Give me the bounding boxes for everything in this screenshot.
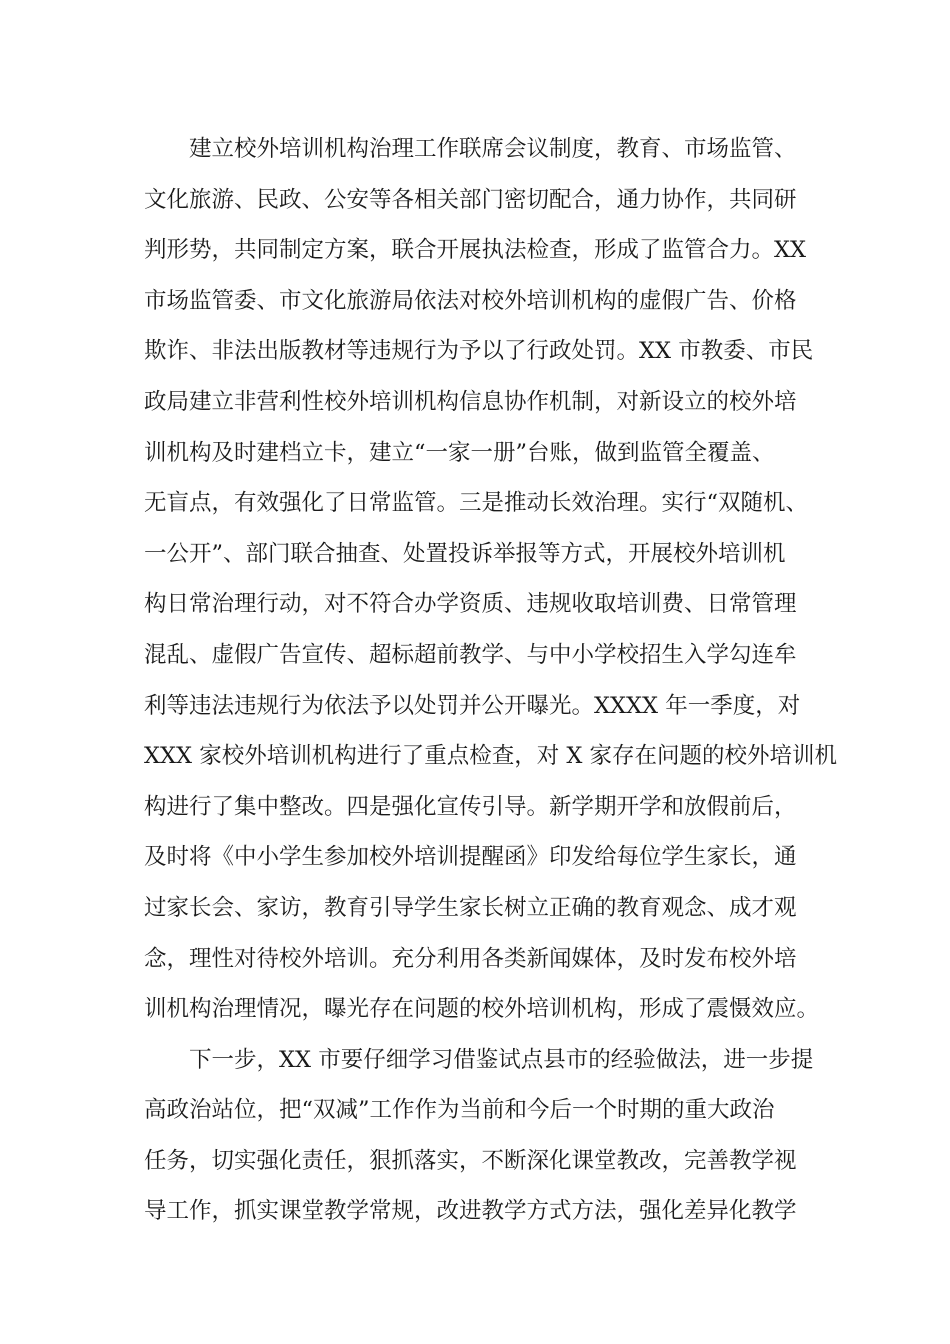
paragraph-line: 政局建立非营利性校外培训机构信息协作机制，对新设立的校外培 [144, 388, 797, 415]
paragraph-line: 文化旅游、民政、公安等各相关部门密切配合，通力协作，共同研 [144, 186, 797, 213]
paragraph-line: 高政治站位，把“双减”工作作为当前和今后一个时期的重大政治 [144, 1097, 775, 1124]
paragraph-line: XXX 家校外培训机构进行了重点检查，对 X 家存在问题的校外培训机 [144, 743, 838, 770]
paragraph-line: 任务，切实强化责任，狠抓落实，不断深化课堂教改，完善教学视 [144, 1147, 797, 1174]
paragraph-line: 导工作，抓实课堂教学常规，改进教学方式方法，强化差异化教学 [144, 1198, 797, 1225]
paragraph-line: 训机构治理情况，曝光存在问题的校外培训机构，形成了震慑效应。 [144, 996, 820, 1023]
paragraph-line: 过家长会、家访，教育引导学生家长树立正确的教育观念、成才观 [144, 894, 797, 921]
paragraph-line: 建立校外培训机构治理工作联席会议制度，教育、市场监管、 [189, 136, 797, 162]
paragraph-line: 及时将《中小学生参加校外培训提醒函》印发给每位学生家长，通 [144, 844, 797, 871]
document-body [144, 124, 838, 1237]
paragraph-line: 判形势，共同制定方案，联合开展执法检查，形成了监管合力。XX [144, 237, 807, 264]
paragraph-line: 市场监管委、市文化旅游局依法对校外培训机构的虚假广告、价格 [144, 287, 797, 314]
paragraph-line: 利等违法违规行为依法予以处罚并公开曝光。XXXX 年一季度，对 [144, 692, 801, 719]
paragraph-line: 一公开”、部门联合抽查、处置投诉举报等方式，开展校外培训机 [144, 540, 786, 567]
paragraph-line: 念，理性对待校外培训。充分利用各类新闻媒体，及时发布校外培 [144, 945, 797, 972]
paragraph-line: 无盲点，有效强化了日常监管。三是推动长效治理。实行“双随机、 [144, 490, 809, 517]
paragraph-line: 混乱、虚假广告宣传、超标超前教学、与中小学校招生入学勾连牟 [144, 641, 797, 668]
paragraph-line: 训机构及时建档立卡，建立“一家一册”台账，做到监管全覆盖、 [144, 439, 775, 466]
paragraph-2 [144, 1035, 814, 1237]
paragraph-line: 构进行了集中整改。四是强化宣传引导。新学期开学和放假前后， [144, 793, 797, 820]
paragraph-line: 欺诈、非法出版教材等违规行为予以了行政处罚。XX 市教委、市民 [144, 338, 814, 365]
paragraph-line: 下一步，XX 市要仔细学习借鉴试点县市的经验做法，进一步提 [189, 1046, 814, 1073]
paragraph-1 [144, 124, 838, 1035]
paragraph-line: 构日常治理行动，对不符合办学资质、违规收取培训费、日常管理 [144, 591, 797, 618]
